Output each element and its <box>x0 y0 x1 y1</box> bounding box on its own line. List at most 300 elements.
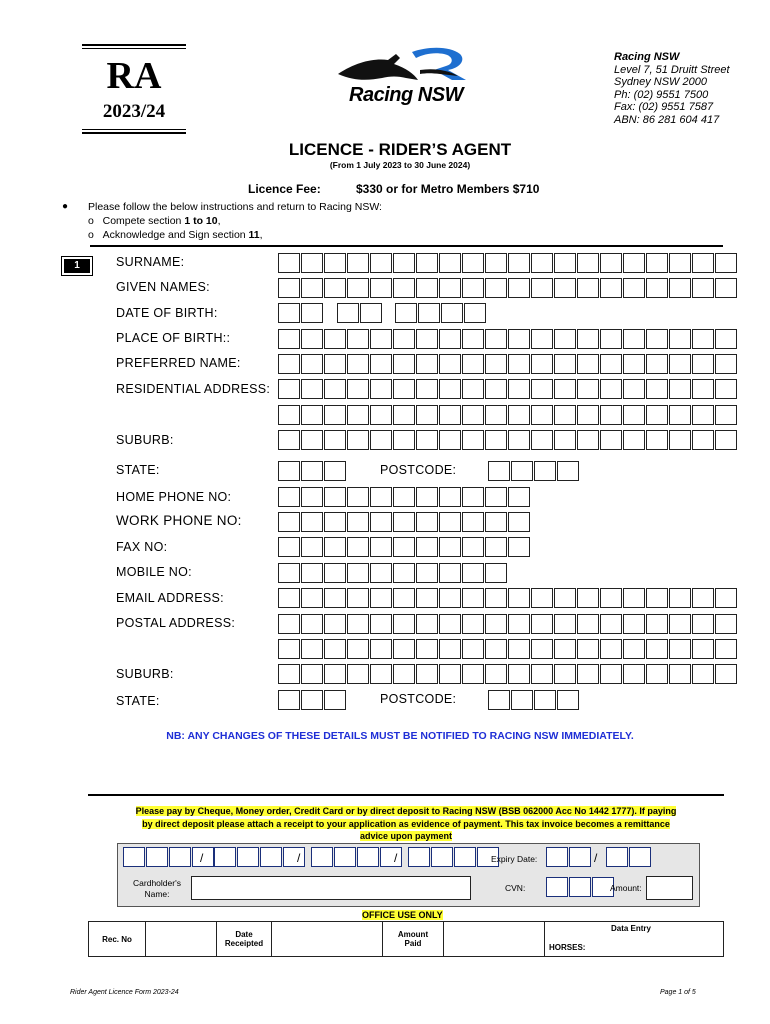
character-cell[interactable] <box>577 253 599 273</box>
character-cell[interactable] <box>278 329 300 349</box>
character-cell[interactable] <box>715 430 737 450</box>
character-cell[interactable] <box>557 461 579 481</box>
character-cell[interactable] <box>692 354 714 374</box>
character-cell[interactable] <box>531 278 553 298</box>
character-cell[interactable] <box>324 588 346 608</box>
character-cell[interactable] <box>508 278 530 298</box>
character-cell[interactable] <box>393 430 415 450</box>
character-cell[interactable] <box>278 563 300 583</box>
character-cell[interactable] <box>301 487 323 507</box>
character-cell[interactable] <box>577 614 599 634</box>
character-cell[interactable] <box>485 354 507 374</box>
character-cell[interactable] <box>311 847 333 867</box>
character-cell[interactable] <box>416 278 438 298</box>
character-cell[interactable] <box>347 537 369 557</box>
character-cell[interactable] <box>508 537 530 557</box>
character-cell[interactable] <box>347 278 369 298</box>
character-cell[interactable] <box>577 405 599 425</box>
character-cell[interactable] <box>393 329 415 349</box>
character-cell[interactable] <box>393 588 415 608</box>
character-cell[interactable] <box>462 329 484 349</box>
character-cell[interactable] <box>646 588 668 608</box>
character-cell[interactable] <box>692 379 714 399</box>
character-cell[interactable] <box>393 405 415 425</box>
home-phone-input[interactable] <box>278 487 531 507</box>
character-cell[interactable] <box>715 405 737 425</box>
character-cell[interactable] <box>370 664 392 684</box>
character-cell[interactable] <box>485 512 507 532</box>
amount-input[interactable] <box>646 876 693 900</box>
character-cell[interactable] <box>347 487 369 507</box>
character-cell[interactable] <box>347 563 369 583</box>
character-cell[interactable] <box>347 329 369 349</box>
character-cell[interactable] <box>715 639 737 659</box>
character-cell[interactable] <box>301 379 323 399</box>
character-cell[interactable] <box>324 563 346 583</box>
character-cell[interactable] <box>600 329 622 349</box>
character-cell[interactable] <box>462 430 484 450</box>
character-cell[interactable] <box>347 405 369 425</box>
character-cell[interactable] <box>370 588 392 608</box>
character-cell[interactable] <box>715 329 737 349</box>
character-cell[interactable] <box>324 639 346 659</box>
character-cell[interactable] <box>370 430 392 450</box>
character-cell[interactable] <box>278 639 300 659</box>
character-cell[interactable] <box>301 253 323 273</box>
card-number-group-2[interactable] <box>214 847 306 867</box>
character-cell[interactable] <box>600 614 622 634</box>
given-names-input[interactable] <box>278 278 738 298</box>
character-cell[interactable] <box>370 563 392 583</box>
character-cell[interactable] <box>439 664 461 684</box>
character-cell[interactable] <box>569 847 591 867</box>
character-cell[interactable] <box>439 253 461 273</box>
rec-no-cell[interactable] <box>146 922 217 957</box>
character-cell[interactable] <box>237 847 259 867</box>
character-cell[interactable] <box>508 588 530 608</box>
state-input[interactable] <box>278 461 347 481</box>
character-cell[interactable] <box>623 588 645 608</box>
character-cell[interactable] <box>531 329 553 349</box>
character-cell[interactable] <box>283 847 305 867</box>
character-cell[interactable] <box>508 354 530 374</box>
character-cell[interactable] <box>324 253 346 273</box>
character-cell[interactable] <box>301 303 323 323</box>
character-cell[interactable] <box>623 329 645 349</box>
character-cell[interactable] <box>278 614 300 634</box>
character-cell[interactable] <box>462 487 484 507</box>
character-cell[interactable] <box>454 847 476 867</box>
character-cell[interactable] <box>393 537 415 557</box>
character-cell[interactable] <box>577 430 599 450</box>
character-cell[interactable] <box>646 614 668 634</box>
character-cell[interactable] <box>511 690 533 710</box>
character-cell[interactable] <box>347 430 369 450</box>
character-cell[interactable] <box>531 253 553 273</box>
character-cell[interactable] <box>531 614 553 634</box>
character-cell[interactable] <box>600 354 622 374</box>
character-cell[interactable] <box>416 537 438 557</box>
character-cell[interactable] <box>462 512 484 532</box>
character-cell[interactable] <box>301 461 323 481</box>
character-cell[interactable] <box>715 253 737 273</box>
character-cell[interactable] <box>646 379 668 399</box>
character-cell[interactable] <box>554 278 576 298</box>
character-cell[interactable] <box>600 379 622 399</box>
character-cell[interactable] <box>554 639 576 659</box>
character-cell[interactable] <box>485 405 507 425</box>
cvn-input[interactable] <box>546 877 615 897</box>
character-cell[interactable] <box>554 405 576 425</box>
expiry-month-input[interactable] <box>546 847 592 867</box>
expiry-year-input[interactable] <box>606 847 652 867</box>
email-input[interactable] <box>278 588 738 608</box>
fax-input[interactable] <box>278 537 531 557</box>
character-cell[interactable] <box>692 430 714 450</box>
character-cell[interactable] <box>370 253 392 273</box>
card-number-group-3[interactable] <box>311 847 403 867</box>
character-cell[interactable] <box>600 278 622 298</box>
character-cell[interactable] <box>557 690 579 710</box>
postal-address-input-1[interactable] <box>278 614 738 634</box>
character-cell[interactable] <box>324 354 346 374</box>
character-cell[interactable] <box>554 354 576 374</box>
character-cell[interactable] <box>347 664 369 684</box>
character-cell[interactable] <box>439 379 461 399</box>
character-cell[interactable] <box>324 664 346 684</box>
character-cell[interactable] <box>301 664 323 684</box>
character-cell[interactable] <box>431 847 453 867</box>
postcode-input[interactable] <box>488 461 580 481</box>
character-cell[interactable] <box>600 405 622 425</box>
character-cell[interactable] <box>485 614 507 634</box>
character-cell[interactable] <box>393 253 415 273</box>
character-cell[interactable] <box>462 537 484 557</box>
character-cell[interactable] <box>531 354 553 374</box>
character-cell[interactable] <box>488 690 510 710</box>
character-cell[interactable] <box>646 253 668 273</box>
character-cell[interactable] <box>324 487 346 507</box>
character-cell[interactable] <box>508 379 530 399</box>
character-cell[interactable] <box>485 664 507 684</box>
character-cell[interactable] <box>278 512 300 532</box>
character-cell[interactable] <box>646 329 668 349</box>
surname-input[interactable] <box>278 253 738 273</box>
character-cell[interactable] <box>214 847 236 867</box>
character-cell[interactable] <box>485 253 507 273</box>
character-cell[interactable] <box>347 253 369 273</box>
preferred-name-input[interactable] <box>278 354 738 374</box>
character-cell[interactable] <box>347 379 369 399</box>
character-cell[interactable] <box>606 847 628 867</box>
character-cell[interactable] <box>278 379 300 399</box>
character-cell[interactable] <box>462 614 484 634</box>
character-cell[interactable] <box>439 639 461 659</box>
character-cell[interactable] <box>278 537 300 557</box>
character-cell[interactable] <box>301 614 323 634</box>
character-cell[interactable] <box>393 487 415 507</box>
character-cell[interactable] <box>669 588 691 608</box>
work-phone-input[interactable] <box>278 512 531 532</box>
card-number-group-4[interactable] <box>408 847 500 867</box>
character-cell[interactable] <box>347 614 369 634</box>
character-cell[interactable] <box>439 354 461 374</box>
character-cell[interactable] <box>577 588 599 608</box>
character-cell[interactable] <box>416 430 438 450</box>
character-cell[interactable] <box>669 379 691 399</box>
character-cell[interactable] <box>600 588 622 608</box>
character-cell[interactable] <box>301 588 323 608</box>
character-cell[interactable] <box>370 639 392 659</box>
character-cell[interactable] <box>123 847 145 867</box>
character-cell[interactable] <box>278 430 300 450</box>
character-cell[interactable] <box>692 405 714 425</box>
character-cell[interactable] <box>577 278 599 298</box>
character-cell[interactable] <box>301 405 323 425</box>
character-cell[interactable] <box>531 430 553 450</box>
character-cell[interactable] <box>600 639 622 659</box>
character-cell[interactable] <box>462 405 484 425</box>
dob-day-input[interactable] <box>278 303 324 323</box>
character-cell[interactable] <box>393 278 415 298</box>
character-cell[interactable] <box>416 588 438 608</box>
character-cell[interactable] <box>623 614 645 634</box>
character-cell[interactable] <box>439 329 461 349</box>
character-cell[interactable] <box>439 588 461 608</box>
character-cell[interactable] <box>600 253 622 273</box>
character-cell[interactable] <box>531 588 553 608</box>
character-cell[interactable] <box>462 278 484 298</box>
character-cell[interactable] <box>623 278 645 298</box>
character-cell[interactable] <box>301 354 323 374</box>
character-cell[interactable] <box>416 487 438 507</box>
character-cell[interactable] <box>416 512 438 532</box>
character-cell[interactable] <box>324 405 346 425</box>
character-cell[interactable] <box>324 278 346 298</box>
character-cell[interactable] <box>393 614 415 634</box>
character-cell[interactable] <box>508 253 530 273</box>
character-cell[interactable] <box>554 588 576 608</box>
character-cell[interactable] <box>534 690 556 710</box>
character-cell[interactable] <box>715 354 737 374</box>
character-cell[interactable] <box>324 690 346 710</box>
amount-paid-cell[interactable] <box>444 922 545 957</box>
character-cell[interactable] <box>669 329 691 349</box>
character-cell[interactable] <box>260 847 282 867</box>
character-cell[interactable] <box>347 354 369 374</box>
character-cell[interactable] <box>301 563 323 583</box>
character-cell[interactable] <box>370 329 392 349</box>
character-cell[interactable] <box>508 487 530 507</box>
character-cell[interactable] <box>393 563 415 583</box>
character-cell[interactable] <box>646 664 668 684</box>
character-cell[interactable] <box>715 278 737 298</box>
character-cell[interactable] <box>488 461 510 481</box>
character-cell[interactable] <box>692 253 714 273</box>
character-cell[interactable] <box>370 379 392 399</box>
character-cell[interactable] <box>646 405 668 425</box>
character-cell[interactable] <box>669 253 691 273</box>
character-cell[interactable] <box>347 588 369 608</box>
character-cell[interactable] <box>623 379 645 399</box>
character-cell[interactable] <box>416 405 438 425</box>
character-cell[interactable] <box>347 639 369 659</box>
character-cell[interactable] <box>370 614 392 634</box>
character-cell[interactable] <box>324 379 346 399</box>
character-cell[interactable] <box>462 588 484 608</box>
character-cell[interactable] <box>324 537 346 557</box>
character-cell[interactable] <box>370 487 392 507</box>
character-cell[interactable] <box>360 303 382 323</box>
character-cell[interactable] <box>301 690 323 710</box>
character-cell[interactable] <box>646 430 668 450</box>
character-cell[interactable] <box>347 512 369 532</box>
character-cell[interactable] <box>508 430 530 450</box>
character-cell[interactable] <box>485 588 507 608</box>
character-cell[interactable] <box>278 487 300 507</box>
character-cell[interactable] <box>508 639 530 659</box>
character-cell[interactable] <box>334 847 356 867</box>
character-cell[interactable] <box>577 329 599 349</box>
character-cell[interactable] <box>508 512 530 532</box>
character-cell[interactable] <box>380 847 402 867</box>
character-cell[interactable] <box>462 664 484 684</box>
character-cell[interactable] <box>669 405 691 425</box>
character-cell[interactable] <box>416 563 438 583</box>
character-cell[interactable] <box>485 278 507 298</box>
character-cell[interactable] <box>462 354 484 374</box>
character-cell[interactable] <box>485 563 507 583</box>
character-cell[interactable] <box>646 354 668 374</box>
character-cell[interactable] <box>301 537 323 557</box>
postcode2-input[interactable] <box>488 690 580 710</box>
character-cell[interactable] <box>531 379 553 399</box>
character-cell[interactable] <box>370 354 392 374</box>
character-cell[interactable] <box>416 253 438 273</box>
character-cell[interactable] <box>692 664 714 684</box>
character-cell[interactable] <box>577 639 599 659</box>
dob-month-input[interactable] <box>337 303 383 323</box>
character-cell[interactable] <box>692 329 714 349</box>
character-cell[interactable] <box>416 614 438 634</box>
character-cell[interactable] <box>554 379 576 399</box>
character-cell[interactable] <box>416 329 438 349</box>
character-cell[interactable] <box>278 664 300 684</box>
character-cell[interactable] <box>278 588 300 608</box>
character-cell[interactable] <box>169 847 191 867</box>
character-cell[interactable] <box>554 664 576 684</box>
mobile-input[interactable] <box>278 563 508 583</box>
character-cell[interactable] <box>508 664 530 684</box>
character-cell[interactable] <box>357 847 379 867</box>
character-cell[interactable] <box>324 430 346 450</box>
character-cell[interactable] <box>508 614 530 634</box>
character-cell[interactable] <box>393 512 415 532</box>
character-cell[interactable] <box>715 664 737 684</box>
character-cell[interactable] <box>569 877 591 897</box>
cardholder-name-input[interactable] <box>191 876 471 900</box>
date-receipted-cell[interactable] <box>272 922 383 957</box>
character-cell[interactable] <box>669 639 691 659</box>
character-cell[interactable] <box>439 278 461 298</box>
character-cell[interactable] <box>301 329 323 349</box>
character-cell[interactable] <box>623 354 645 374</box>
character-cell[interactable] <box>623 405 645 425</box>
character-cell[interactable] <box>393 354 415 374</box>
character-cell[interactable] <box>439 537 461 557</box>
character-cell[interactable] <box>408 847 430 867</box>
character-cell[interactable] <box>485 487 507 507</box>
character-cell[interactable] <box>669 664 691 684</box>
character-cell[interactable] <box>416 664 438 684</box>
character-cell[interactable] <box>418 303 440 323</box>
character-cell[interactable] <box>623 664 645 684</box>
character-cell[interactable] <box>301 430 323 450</box>
character-cell[interactable] <box>531 664 553 684</box>
character-cell[interactable] <box>715 588 737 608</box>
character-cell[interactable] <box>462 563 484 583</box>
character-cell[interactable] <box>600 430 622 450</box>
character-cell[interactable] <box>577 379 599 399</box>
character-cell[interactable] <box>395 303 417 323</box>
character-cell[interactable] <box>324 614 346 634</box>
character-cell[interactable] <box>462 253 484 273</box>
character-cell[interactable] <box>546 877 568 897</box>
character-cell[interactable] <box>370 278 392 298</box>
character-cell[interactable] <box>462 379 484 399</box>
character-cell[interactable] <box>715 614 737 634</box>
character-cell[interactable] <box>337 303 359 323</box>
character-cell[interactable] <box>623 639 645 659</box>
character-cell[interactable] <box>324 512 346 532</box>
character-cell[interactable] <box>393 379 415 399</box>
residential-address-input-2[interactable] <box>278 405 738 425</box>
character-cell[interactable] <box>370 512 392 532</box>
residential-address-input-1[interactable] <box>278 379 738 399</box>
character-cell[interactable] <box>669 354 691 374</box>
character-cell[interactable] <box>511 461 533 481</box>
character-cell[interactable] <box>485 537 507 557</box>
suburb2-input[interactable] <box>278 664 738 684</box>
dob-year-input[interactable] <box>395 303 487 323</box>
character-cell[interactable] <box>531 639 553 659</box>
character-cell[interactable] <box>439 487 461 507</box>
character-cell[interactable] <box>692 588 714 608</box>
character-cell[interactable] <box>600 664 622 684</box>
character-cell[interactable] <box>416 639 438 659</box>
character-cell[interactable] <box>623 430 645 450</box>
character-cell[interactable] <box>324 461 346 481</box>
character-cell[interactable] <box>439 430 461 450</box>
character-cell[interactable] <box>278 278 300 298</box>
character-cell[interactable] <box>715 379 737 399</box>
character-cell[interactable] <box>301 639 323 659</box>
character-cell[interactable] <box>554 614 576 634</box>
character-cell[interactable] <box>669 430 691 450</box>
character-cell[interactable] <box>439 563 461 583</box>
character-cell[interactable] <box>534 461 556 481</box>
character-cell[interactable] <box>554 430 576 450</box>
character-cell[interactable] <box>669 614 691 634</box>
character-cell[interactable] <box>278 303 300 323</box>
character-cell[interactable] <box>278 253 300 273</box>
character-cell[interactable] <box>692 278 714 298</box>
character-cell[interactable] <box>278 461 300 481</box>
character-cell[interactable] <box>508 405 530 425</box>
character-cell[interactable] <box>577 664 599 684</box>
character-cell[interactable] <box>324 329 346 349</box>
character-cell[interactable] <box>669 278 691 298</box>
